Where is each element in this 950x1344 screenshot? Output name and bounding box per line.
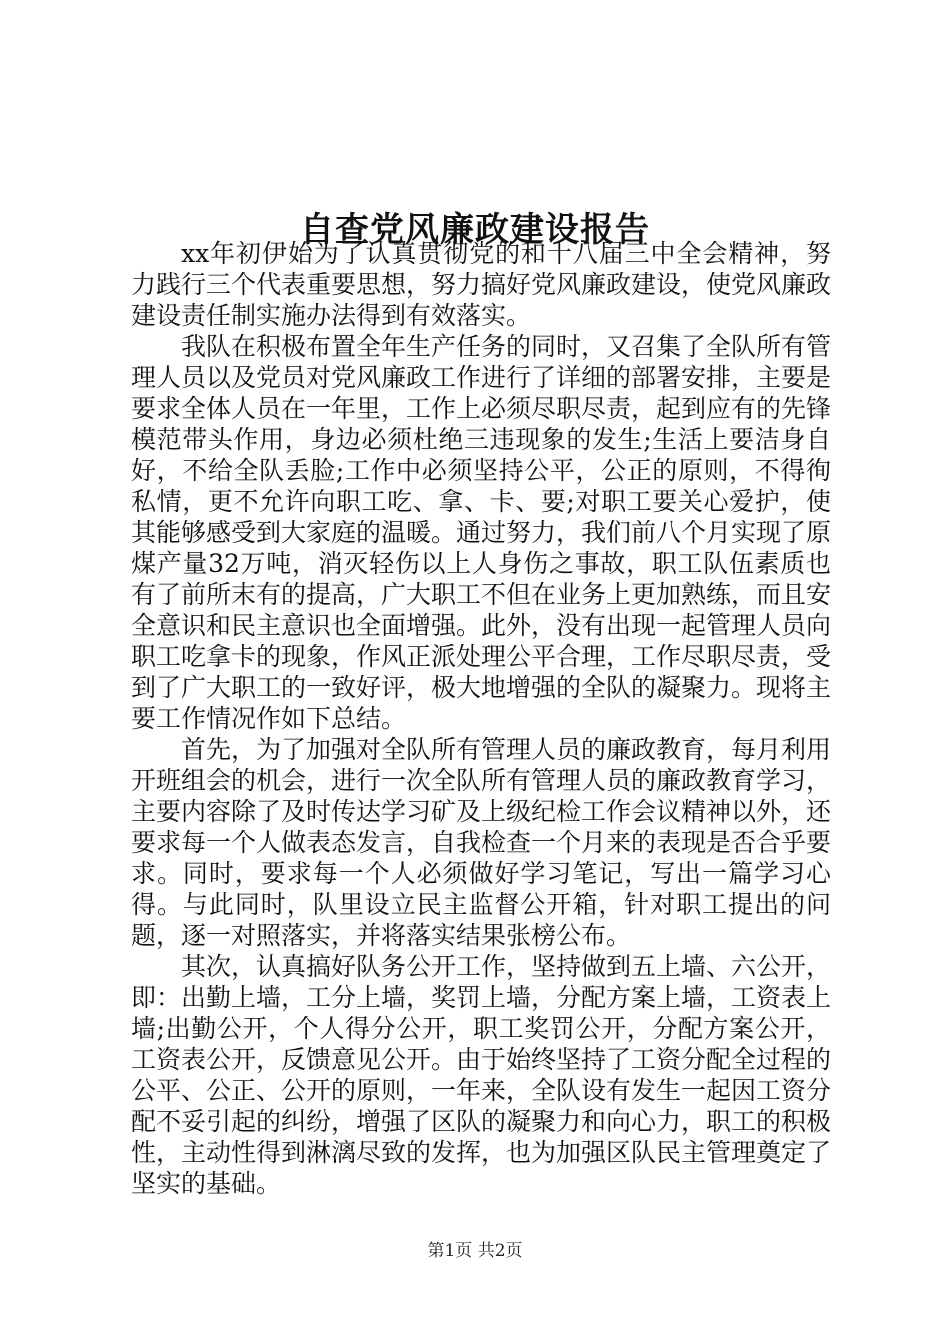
page-number-footer: 第1页 共2页 (427, 1241, 523, 1261)
document-title: 自查党风廉政建设报告 (300, 209, 650, 250)
paragraph-disclosure: 其次，认真搞好队务公开工作，坚持做到五上墙、六公开，即：出勤上墙，工分上墙，奖罚上墙，分配方案上墙，工资表上墙;出勤公开，个人得分公开，职工奖罚公开，分配方案公开，工资表公开，反馈意见公开。由于始终坚持了工资分配全过程的公平、公正、公开的原则，一年来，全队设有发生一起因工资分配不妥引起的纠纷，增强了区队的凝聚力和向心力，职工的积极性，主动性得到淋漓尽致的发挥，也为加强区队民主管理奠定了坚实的基础。 (131, 952, 832, 1198)
paragraph-deployment: 我队在积极布置全年生产任务的同时，又召集了全队所有管理人员以及党员对党风廉政工作进行了详细的部署安排，主要是要求全体人员在一年里，工作上必须尽职尽责，起到应有的先锋模范带头作用，身边必须杜绝三违现象的发生;生活上要洁身自好，不给全队丢脸;工作中必须坚持公平，公正的原则，不得徇私情，更不允许向职工吃、拿、卡、要;对职工要关心爱护，使其能够感受到大家庭的温暖。通过努力，我们前八个月实现了原煤产量32万吨，消灭轻伤以上人身伤之事故，职工队伍素质也有了前所末有的提高，广大职工不但在业务上更加熟练，而且安全意识和民主意识也全面增强。此外，没有出现一起管理人员向职工吃拿卡的现象，作风正派处理公平合理，工作尽职尽责，受到了广大职工的一致好评，极大地增强的全队的凝聚力。现将主要工作情况作如下总结。 (131, 332, 832, 733)
paragraph-intro: xx年初伊始为了认真贯彻党的和十八届三中全会精神，努力践行三个代表重要思想，努力搞好党风廉政建设，使党风廉政建设责任制实施办法得到有效落实。 (131, 239, 832, 330)
document-body (131, 238, 831, 1199)
paragraph-education: 首先，为了加强对全队所有管理人员的廉政教育，每月利用开班组会的机会，进行一次全队所有管理人员的廉政教育学习，主要内容除了及时传达学习矿及上级纪检工作会议精神以外，还要求每一个人做表态发言，自我检查一个月来的表现是否合乎要求。同时，要求每一个人必须做好学习笔记，写出一篇学习心得。与此同时，队里设立民主监督公开箱，针对职工提出的问题，逐一对照落实，并将落实结果张榜公布。 (131, 735, 832, 950)
